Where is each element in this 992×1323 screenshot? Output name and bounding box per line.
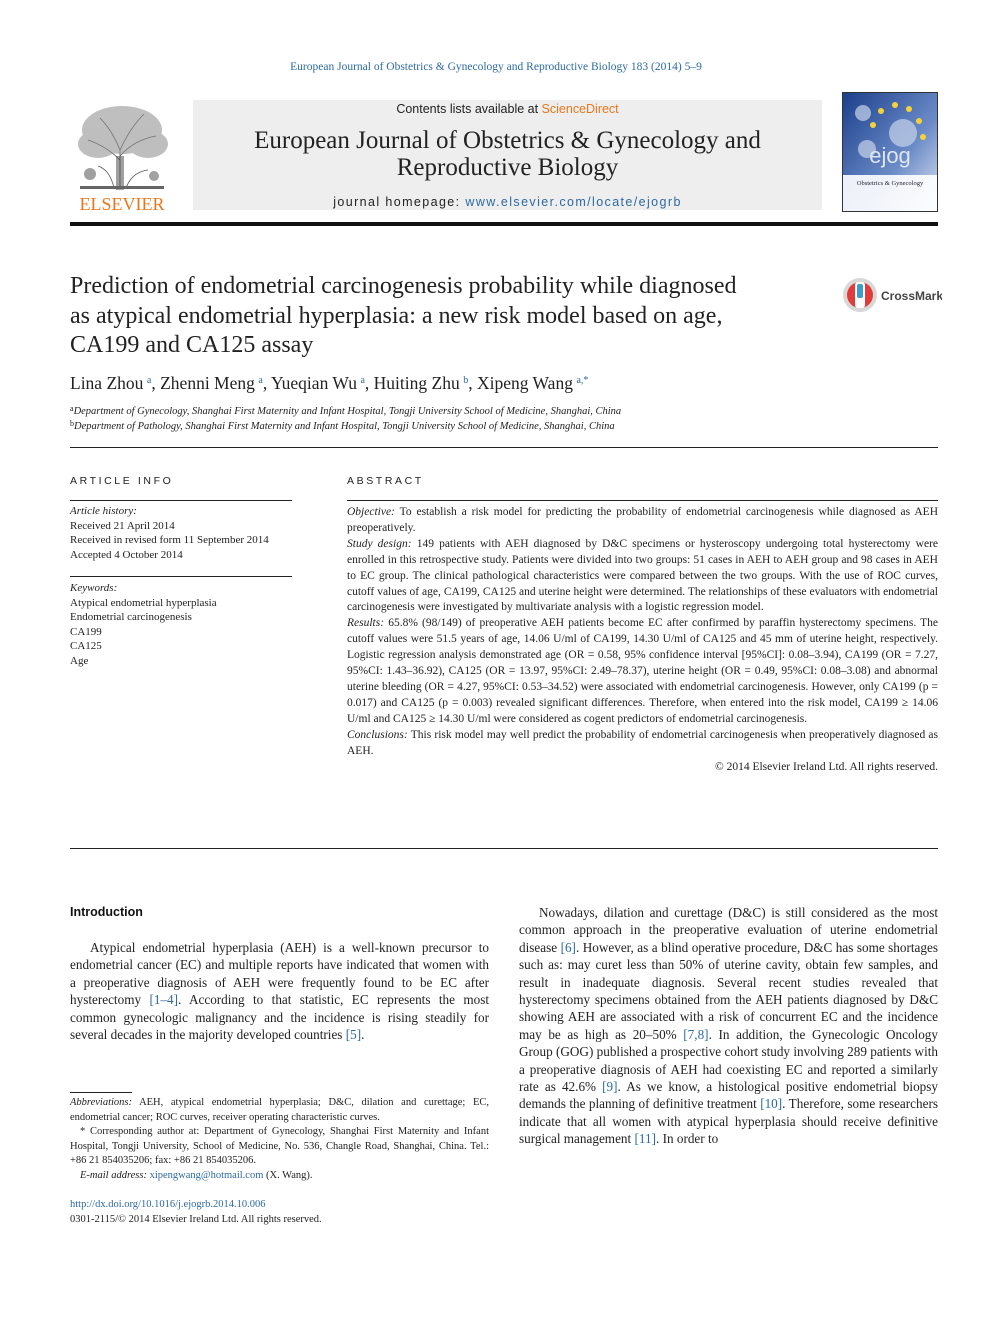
header-divider [70,222,938,226]
intro-text: Nowadays, dilation and curettage (D&C) is still considered as the most common approach in the preoperative evaluation of uterine endometrial disease [519,905,938,955]
journal-homepage [193,195,822,209]
abstract-text: This risk model may well predict the probability of endometrial carcinogenesis when preoperatively diagnosed as AEH. [347,728,938,757]
reference-link[interactable]: [9] [602,1079,618,1095]
doi-block [70,1198,489,1227]
intro-text: . As we know, a histological positive endometrial biopsy demands the planning of definitive treatment [519,1079,938,1112]
intro-left-column [70,939,489,1043]
footnote-mark: * [80,1126,86,1138]
abstract-label: Objective: [347,506,395,518]
email-link[interactable]: xipengwang@hotmail.com [149,1169,264,1181]
abstract-bottom-divider [70,848,938,849]
abstract-label: Study design: [347,537,412,550]
footnote-label: E-mail address: [80,1169,147,1181]
email-footnote [70,1169,489,1184]
contents-line [193,102,822,116]
intro-text: . However, as a blind operative procedure, D&C has some shortages such as: may curet less than 50% of uterine cavity, obtain few samples, and result in inadequate diagnosis. Several recent studies revealed that hysterectomy specimens obtained from the AEH patients diagnosed by D&C showing AEH are associated with a risk of concurrent EC and the incidence may be as high as 20–50% [519,939,938,1042]
introduction-heading: Introduction [70,905,143,919]
intro-paragraph [519,904,938,1148]
keyword: CA199 [70,625,102,638]
keywords-label: Keywords: [70,582,118,594]
revised-date: Received in revised form 11 September 2014 [70,534,269,547]
intro-right-column [519,904,938,1148]
history-label: Article history: [70,505,137,517]
intro-text: . In addition, the Gynecologic Oncology Group (GOG) published a prospective cohort study involving 289 patients with a preoperative diagnosis of AEH had coexisting EC and reported a similarly rate as 42.6% [519,1026,939,1095]
keyword: Atypical endometrial hyperplasia [70,596,217,609]
affiliation-mark: a [70,404,74,413]
journal-title-line: Reproductive Biology [396,154,619,181]
abstract-divider [347,500,938,501]
abstract-copyright: © 2014 Elsevier Ireland Ltd. All rights reserved. [714,760,938,773]
reference-link[interactable]: [5] [345,1027,362,1043]
corresponding-author-footnote [70,1125,489,1169]
cover-subtitle: Obstetrics & Gynecology [856,180,924,187]
elsevier-tree-icon [70,100,174,214]
author-name[interactable]: Huiting Zhu [373,373,460,393]
footnotes [70,1096,489,1184]
reference-link[interactable]: [1–4] [149,992,179,1008]
abstract-text: 65.8% (98/149) of preoperative AEH patients become EC after confirmed by paraffin hysterectomy specimens. The cutoff values were 51.5 years of age, 14.06 U/ml of CA199, 14.30 U/ml of CA125 and 45 mm of uterine height, respectively. Logistic regression analysis demonstrated age (OR = 0.58, 95% confidence interval [95%CI]: 0.08–3.94), CA199 (OR = 7.27, 95%CI: 1.43–36.92), CA125 (OR = 13.97, 95%CI: 2.49–78.37), uterine height (OR = 0.49, 95%CI: 0.08–3.08) and abnormal uterine bleeding (OR = 4.27, 95%CI: 0.53–34.52) were associated with endometrial carcinogenesis. However, only CA199 (p = 0.017) and CA125 (p = 0.003) revealed significant differences. Therefore, when entered into the risk model, CA199 ≥ 14.06 U/ml and CA125 ≥ 14.30 U/ml were considered as cogent predictors of endometrial carcinogenesis. [347,617,939,725]
abstract-label: Conclusions: [347,728,408,741]
abstract-results [347,616,938,727]
journal-title [193,127,822,181]
article-history [70,504,292,562]
article-title-line: as atypical endometrial hyperplasia: a new risk model based on age, [70,302,723,329]
abstract-design [347,537,938,617]
abbreviations-footnote [70,1096,489,1125]
keywords [70,581,292,669]
crossmark-icon [842,276,942,314]
accepted-date: Accepted 4 October 2014 [70,548,183,561]
author-name[interactable]: Xipeng Wang [476,373,573,393]
issn-copyright: 0301-2115/© 2014 Elsevier Ireland Ltd. All rights reserved. [70,1213,322,1225]
footnote-text: (X. Wang). [263,1169,313,1181]
author-affiliation-mark[interactable]: a [146,375,152,386]
reference-link[interactable]: [10] [760,1096,783,1112]
abstract-text: 149 patients with AEH diagnosed by D&C specimens or hysteroscopy undergoing total hysterectomy were enrolled in this retrospective study. Patients were divided into two groups: 51 cases in AEH to AEH group and 98 cases in AEH to EC group. The clinical pathological characteristics were compared between the two groups. With the use of ROC curves, cutoff values of age, CA199, CA125 and uterine height were determined. The relationships of these evaluators with endometrial carcinogenesis were investigated by multivariate analysis with a logistic regression model. [347,537,939,614]
elsevier-wordmark: ELSEVIER [79,194,165,214]
author-name[interactable]: Yueqian Wu [270,373,357,393]
author-name[interactable]: Zhenni Meng [160,373,255,393]
journal-cover-icon [843,93,937,211]
doi-link[interactable]: http://dx.doi.org/10.1016/j.ejogrb.2014.10.006 [70,1199,266,1210]
footnote-text: AEH, atypical endometrial hyperplasia; D&C, dilation and curettage; EC, endometrial cancer; ROC curves, receiver operating characteristic curves. [70,1097,489,1123]
journal-citation-link[interactable]: European Journal of Obstetrics & Gynecology and Reproductive Biology 183 (2014) 5–9 [290,61,702,73]
abstract-conclusions [347,728,938,760]
author-affiliation-mark[interactable]: a [360,375,365,386]
homepage-link[interactable]: www.elsevier.com/locate/ejogrb [465,195,682,209]
author-affiliation-mark[interactable]: a,* [576,375,589,386]
affiliation [70,404,621,417]
footnote-text: Corresponding author at: Department of Gynecology, Shanghai First Maternity and Infant Hospital, Tongji University, School of Medicine, No. 536, Changle Road, Shanghai, China. Tel.: +86 21 854035206; fax: +86 21 854035206. [70,1126,490,1167]
abstract-heading: ABSTRACT [347,475,424,487]
footnote-label: Abbreviations: [70,1097,133,1108]
affiliation-text: Department of Pathology, Shanghai First Maternity and Infant Hospital, Tongji University School of Medicine, Shanghai, China [74,421,615,432]
article-title-line: Prediction of endometrial carcinogenesis probability while diagnosed [70,273,737,299]
sciencedirect-link[interactable]: ScienceDirect [541,102,619,116]
intro-text: . In order to [655,1131,719,1147]
abstract-body [347,505,938,775]
affiliation-text: Department of Gynecology, Shanghai First Maternity and Infant Hospital, Tongji University School of Medicine, Shanghai, China [73,406,622,417]
keyword: Age [70,654,89,667]
intro-text: . Therefore, some researchers indicate that all women with atypical hyperplasia should receive definitive surgical management [519,1096,939,1147]
author-affiliation-mark[interactable]: b [463,375,469,386]
journal-title-line: European Journal of Obstetrics & Gynecology and [254,127,761,154]
homepage-prefix: journal homepage: [333,195,466,209]
crossmark-button[interactable] [842,276,942,314]
received-date: Received 21 April 2014 [70,519,175,532]
article-info-divider [70,500,292,501]
affiliation [70,419,615,432]
author-name[interactable]: Lina Zhou [70,373,144,393]
contents-prefix: Contents lists available at [396,102,542,116]
crossmark-label: CrossMark [881,289,942,303]
author-list: Lina Zhou $^a$, Zhenni Meng $^a$, Yueqian Wu $^a$, Huiting Zhu $^b$, Xipeng Wang $^{a,*}$ [70,373,589,393]
reference-link[interactable]: [7,8] [683,1026,709,1042]
reference-link[interactable]: [11] [634,1131,656,1147]
reference-link[interactable]: [6] [560,939,576,955]
keywords-divider [70,576,292,577]
affiliation-mark: b [70,419,74,428]
article-title [70,272,830,361]
keyword: Endometrial carcinogenesis [70,611,192,624]
intro-paragraph [70,939,489,1043]
article-title-line: CA199 and CA125 assay [70,332,314,358]
abstract-objective [347,505,938,537]
intro-text: Atypical endometrial hyperplasia (AEH) is a well-known precursor to endometrial cancer (EC) and multiple reports have indicated that women with a preoperative diagnosis of AEH were frequently found to be EC after hysterectomy [70,940,489,1008]
intro-text: . According to that statistic, EC represents the most common gynecologic malignancy and the incidence is rising steadily for several decades in the majority developed countries [70,992,490,1043]
intro-text: . [361,1027,365,1043]
elsevier-logo[interactable] [70,100,174,214]
affiliation-divider [70,447,938,448]
cover-logo-text: ejog [869,143,911,168]
abstract-text: To establish a risk model for predicting the probability of endometrial carcinogenesis while diagnosed as AEH preoperatively. [347,506,938,534]
keyword: CA125 [70,640,102,653]
abstract-label: Results: [347,617,385,630]
author-affiliation-mark[interactable]: a [258,375,263,386]
article-info-heading: ARTICLE INFO [70,475,174,487]
journal-cover-image[interactable] [842,92,938,212]
footnote-divider [70,1092,132,1093]
